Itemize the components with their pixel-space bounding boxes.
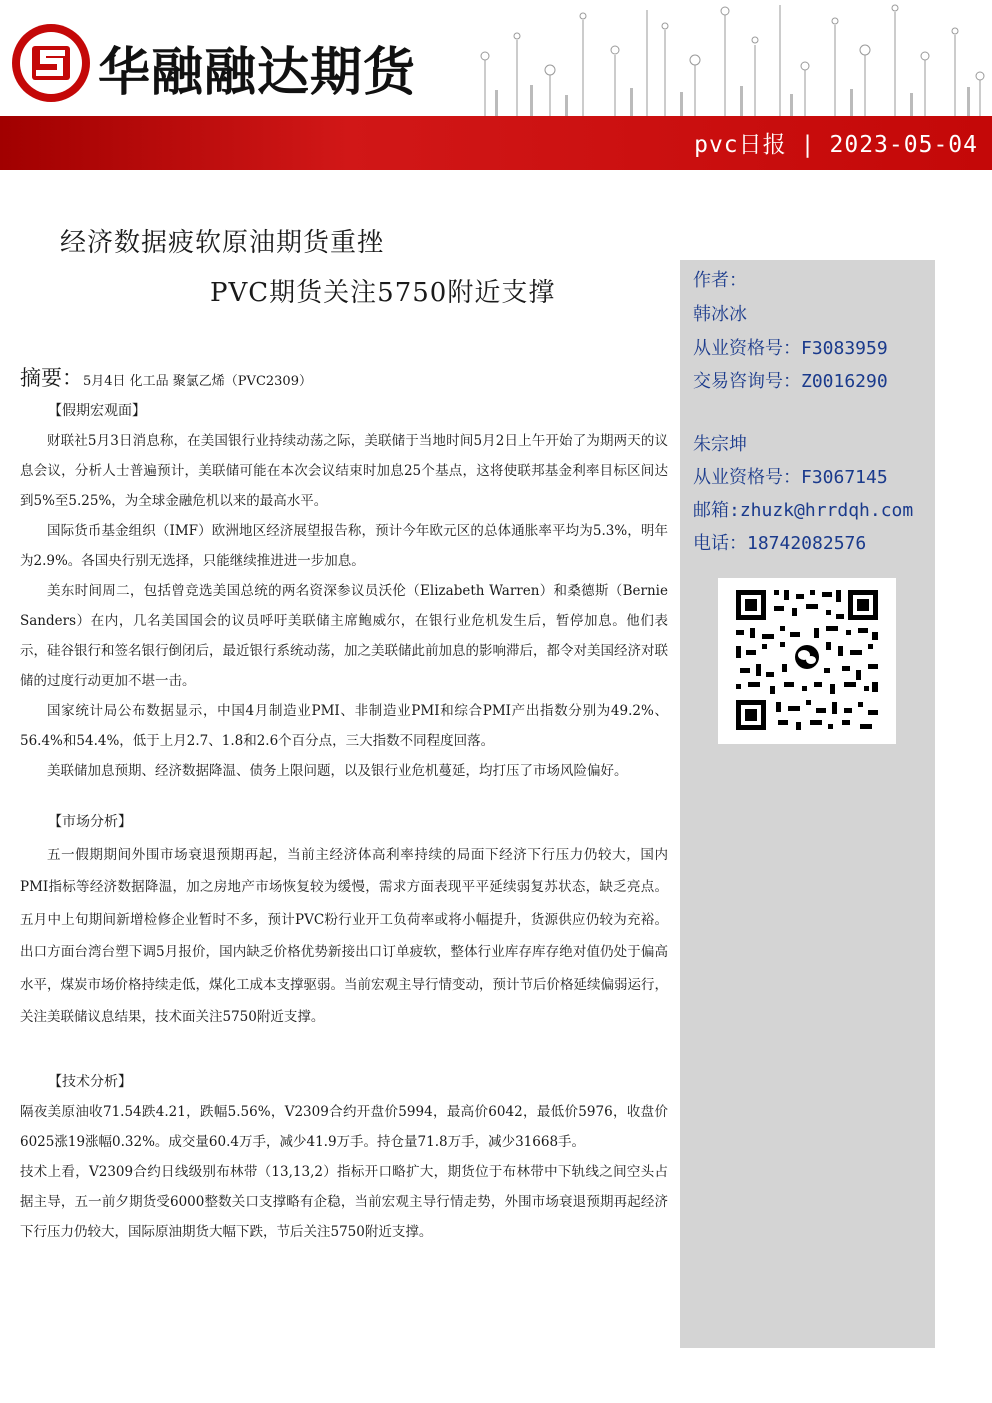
section-macro: [20, 396, 668, 786]
company-name: 华融融达期货: [98, 43, 417, 103]
author1-qualification: 从业资格号：F3083959: [693, 338, 888, 359]
section-market: [20, 806, 668, 1034]
paragraph: 国家统计局公布数据显示，中国4月制造业PMI、非制造业PMI和综合PMI产出指数分别为49.2%、56.4%和54.4%，低于上月2.7、1.8和2.6个百分点，三大指数不同程度回落。: [20, 703, 668, 749]
report-header: [0, 0, 992, 170]
paragraph: 美联储加息预期、经济数据降温、债务上限问题，以及银行业危机蔓延，均打压了市场风险偏好。: [47, 763, 628, 779]
report-date: 2023-05-04: [829, 132, 978, 158]
author2-name: 朱宗坤: [693, 434, 747, 455]
author2-email: 邮箱:zhuzk@hrrdqh.com: [693, 500, 914, 521]
author-label: 作者：: [693, 270, 747, 291]
author1-name: 韩冰冰: [693, 304, 747, 325]
paragraph: 财联社5月3日消息称，在美国银行业持续动荡之际，美联储于当地时间5月2日上午开始了为期两天的议息会议，分析人士普遍预计，美联储可能在本次会议结束时加息25个基点，这将使联邦基金利率目标区间达到5%至5.25%，为全球金融危机以来的最高水平。: [20, 433, 668, 509]
wechat-qr-code: [718, 578, 896, 744]
paragraph: 国际货币基金组织（IMF）欧洲地区经济展望报告称，预计今年欧元区的总体通胀率平均为5.3%，明年为2.9%。各国央行别无选择，只能继续推进进一步加息。: [20, 523, 668, 569]
report-type: pvc日报: [694, 132, 787, 158]
decorative-lines-graphic: [455, 0, 992, 118]
section-heading-macro: 【假期宏观面】: [48, 403, 146, 419]
report-title-line2: PVC期货关注5750附近支撑: [210, 278, 556, 308]
summary-label: 摘要：: [20, 366, 83, 390]
paragraph: 技术上看，V2309合约日线级别布林带（13,13,2）指标开口略扩大，期货位于布林带中下轨线之间空头占据主导，五一前夕期货受6000整数关口支撑略有企稳，当前宏观主导行情走势，外围市场衰退预期再起经济下行压力仍较大，国际原油期货大幅下跌，节后关注5750附近支撑。: [20, 1164, 668, 1240]
section-heading-technical: 【技术分析】: [48, 1074, 132, 1090]
paragraph: 隔夜美原油收71.54跌4.21，跌幅5.56%，V2309合约开盘价5994，最高价6042，最低价5976，收盘价6025涨19涨幅0.32%。成交量60.4万手，减少41.9万手。持仓量71.8万手，减少31668手。: [20, 1104, 668, 1150]
author1-consult-number: 交易咨询号：Z0016290: [693, 371, 888, 392]
section-technical: [20, 1067, 668, 1247]
qr-code-icon: [718, 578, 896, 744]
author2-phone: 电话：18742082576: [693, 533, 867, 554]
header-separator: |: [800, 132, 816, 158]
author2-qualification: 从业资格号：F3067145: [693, 467, 888, 488]
report-title-line1: 经济数据疲软原油期货重挫: [60, 228, 385, 258]
summary: [20, 362, 312, 392]
author-sidebar: [680, 260, 935, 1348]
section-heading-market: 【市场分析】: [48, 814, 132, 830]
paragraph: 美东时间周二，包括曾竞选美国总统的两名资深参议员沃伦（Elizabeth Warren）和桑德斯（Bernie Sanders）在内，几名美国国会的议员呼吁美联储主席鲍威尔，在银行业危机发生后，暂停加息。他们表示，硅谷银行和签名银行倒闭后，最近银行系统动荡，加之美联储此前加息的影响滞后，都令对美国经济对联储的过度行动更加不堪一击。: [20, 583, 668, 689]
report-type-date: [694, 126, 978, 159]
company-logo-icon: [10, 22, 92, 104]
summary-text: 5月4日 化工品 聚氯乙烯（PVC2309）: [83, 374, 312, 389]
paragraph: 五一假期期间外围市场衰退预期再起，当前主经济体高利率持续的局面下经济下行压力仍较大，国内PMI指标等经济数据降温，加之房地产市场恢复较为缓慢，需求方面表现平平延续弱复苏状态，缺乏亮点。五月中上旬期间新增检修企业暂时不多，预计PVC粉行业开工负荷率或将小幅提升，货源供应仍较为充裕。出口方面台湾台塑下调5月报价，国内缺乏价格优势新接出口订单疲软，整体行业库存库存绝对值仍处于偏高水平，煤炭市场价格持续走低，煤化工成本支撑驱弱。当前宏观主导行情变动，预计节后价格延续偏弱运行，关注美联储议息结果，技术面关注5750附近支撑。: [20, 846, 668, 1025]
